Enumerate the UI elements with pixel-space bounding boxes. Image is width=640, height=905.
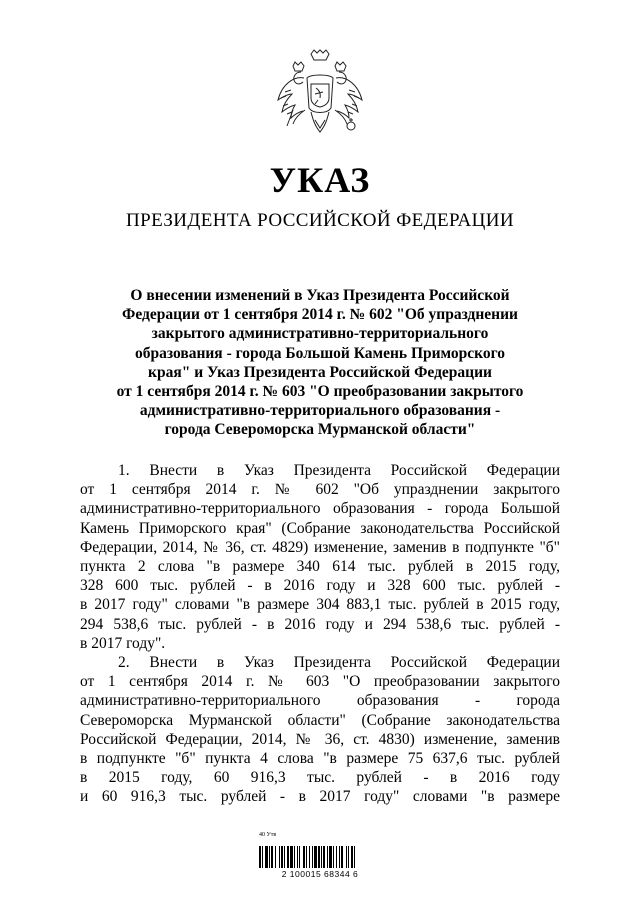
coat-of-arms-icon [271, 48, 369, 148]
barcode-block [259, 832, 381, 882]
title-line: края" и Указ Президента Российской Федерации [148, 363, 492, 381]
barcode-number: 2 100015 68344 6 [281, 869, 359, 879]
title-line: города Североморска Мурманской области" [164, 421, 476, 439]
title-line: О внесении изменений в Указ Президента Российской [130, 287, 510, 304]
body-line: 1. Внести в Указ Президента Российской Федерации [118, 462, 560, 479]
body-line: 328 600 тыс. рублей - в 2016 году и 328 600 тыс. рублей - [80, 577, 560, 595]
body-line: Североморска Мурманской области" (Собрание законодательства [80, 711, 560, 729]
decree-title [80, 286, 560, 440]
body-line: административно-территориального образования - города Большой [80, 500, 560, 518]
body-line: от 1 сентября 2014 г. № 603 "О преобразовании закрытого [80, 673, 560, 691]
body-line: от 1 сентября 2014 г. № 602 "Об упразднении закрытого [80, 481, 560, 499]
barcode-icon [259, 846, 381, 868]
body-line: в 2017 году" словами "в размере 304 883,1 тыс. рублей в 2015 году, [80, 596, 560, 614]
title-line: образования - города Большой Камень Приморского [134, 344, 506, 362]
body-line: пункта 2 слова "в размере 340 614 тыс. рублей в 2015 году, [80, 558, 560, 576]
title-line: Федерации от 1 сентября 2014 г. № 602 "Об упразднении [122, 306, 518, 324]
body-line: Камень Приморского края" (Собрание законодательства Российской [80, 519, 560, 537]
issuer-heading: ПРЕЗИДЕНТА РОССИЙСКОЙ ФЕДЕРАЦИИ [126, 210, 514, 231]
body-line: Российской Федерации, 2014, № 36, ст. 4830) изменение, заменив [80, 730, 560, 748]
title-line: от 1 сентября 2014 г. № 603 "О преобразовании закрытого [116, 383, 524, 401]
barcode-mark: 40 Утв [259, 832, 277, 838]
body-line: Федерации, 2014, № 36, ст. 4829) изменение, заменив в подпункте "б" [80, 538, 560, 556]
body-line: и 60 916,3 тыс. рублей - в 2017 году" словами "в размере [80, 788, 560, 806]
decree-body [80, 461, 560, 807]
body-line: 2. Внести в Указ Президента Российской Федерации [118, 654, 560, 672]
document-type-heading: УКАЗ [269, 160, 371, 200]
title-line: административно-территориального образования - [139, 402, 501, 420]
body-line: административно-территориального образования - города [80, 692, 560, 710]
paragraph-1 [80, 461, 560, 653]
body-line: 294 538,6 тыс. рублей - в 2016 году и 294 538,6 тыс. рублей - [80, 615, 560, 633]
title-line: закрытого административно-территориального [151, 325, 489, 343]
paragraph-2 [80, 653, 560, 807]
body-line: в 2015 году, 60 916,3 тыс. рублей - в 2016 году [80, 769, 560, 787]
body-line: в 2017 году". [80, 634, 166, 652]
body-line: в подпункте "б" пункта 4 слова "в размере 75 637,6 тыс. рублей [80, 750, 560, 768]
